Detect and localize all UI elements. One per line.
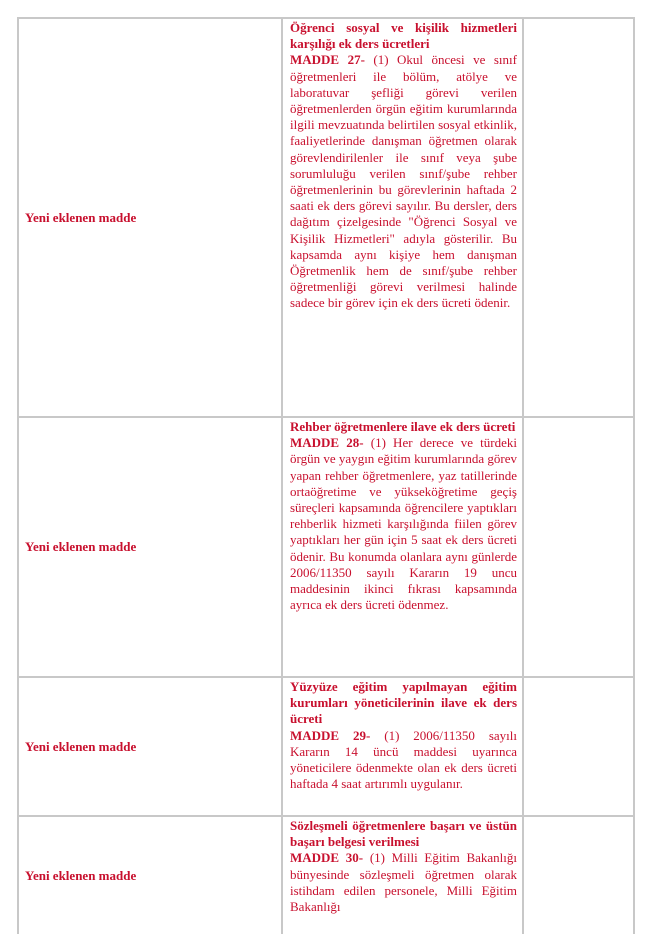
article-text: (1) Milli Eğitim Bakanlığı bünyesinde sözleşmeli öğretmen olarak istihdam edilen personele, Milli Eğitim Bakanlığı [290, 850, 518, 915]
table-row [18, 417, 634, 677]
status-cell: Yeni eklenen madde [18, 677, 282, 816]
article-title: Yüzyüze eğitim yapılmayan eğitim kurumları yöneticilerinin ilave ek ders ücreti [290, 679, 517, 727]
empty-cell [523, 417, 634, 677]
article-number: MADDE 28- [290, 435, 364, 451]
status-cell: Yeni eklenen madde [18, 417, 282, 677]
table-row [18, 816, 634, 934]
article-title: Rehber öğretmenlere ilave ek ders ücreti [290, 419, 516, 434]
article-text: (1) Okul öncesi ve sınıf öğretmenleri ile bölüm, atölye ve laboratuvar şefliği görevi verilen öğretmenlerden örgün eğitim kurumlarında ilgili mevzuatında belirtilen sosyal etkinlik, faaliyetlerinde danışman öğretmen olarak görevlendirilenler ile sınıf veya şube sorumluluğu verilen sınıf/şube rehber öğretmenlerinin bu görevlerinin haftada 2 saati ek ders görevi sayılır. Bu dersler, ders dağıtım çizelgesinde "Öğrenci Sosyal ve Kişilik Hizmetleri" adıyla gösterilir. Bu kapsamda aynı kişiye hem danışman Öğretmenlik hem de sınıf/şube rehber öğretmenliği görevi verilmesi halinde sadece bir görev için ek ders ücreti ödenir. [290, 52, 517, 311]
article-cell [282, 18, 523, 417]
article-number: MADDE 29- [290, 727, 371, 743]
status-cell: Yeni eklenen madde [18, 816, 282, 934]
empty-cell [523, 18, 634, 417]
article-cell [282, 677, 523, 816]
article-title: Sözleşmeli öğretmenlere başarı ve üstün başarı belgesi verilmesi [290, 818, 517, 850]
article-number: MADDE 30- [290, 850, 364, 866]
article-number: MADDE 27- [290, 52, 365, 68]
article-text: (1) Her derece ve türdeki örgün ve yaygın eğitim kurumlarında görev yapan rehber öğretmenlere, yaz tatillerinde ortaöğretime ve yükseköğretime geçiş süreçleri kapsamında öğrencilere yaptıkları rehberlik hizmeti karşılığında fiilen görev yaptıkları her gün için 5 saat ek ders ücreti ödenir. Bu konumda olanlara aynı günlerde 2006/11350 sayılı Kararın 19 uncu maddesinin ikinci fıkrası kapsamında ayrıca ek ders ücreti ödenmez. [290, 435, 517, 613]
status-cell: Yeni eklenen madde [18, 18, 282, 417]
article-cell [282, 816, 523, 934]
article-cell [282, 417, 523, 677]
table-row [18, 18, 634, 417]
article-text: (1) 2006/11350 sayılı Kararın 14 üncü maddesi uyarınca yöneticilere ödenmekte olan ek ders ücreti haftada 4 saat artırımlı uygulanır. [290, 727, 518, 792]
empty-cell [523, 816, 634, 934]
empty-cell [523, 677, 634, 816]
table-row [18, 677, 634, 816]
amendment-table [17, 17, 635, 934]
article-title: Öğrenci sosyal ve kişilik hizmetleri karşılığı ek ders ücretleri [290, 20, 517, 52]
